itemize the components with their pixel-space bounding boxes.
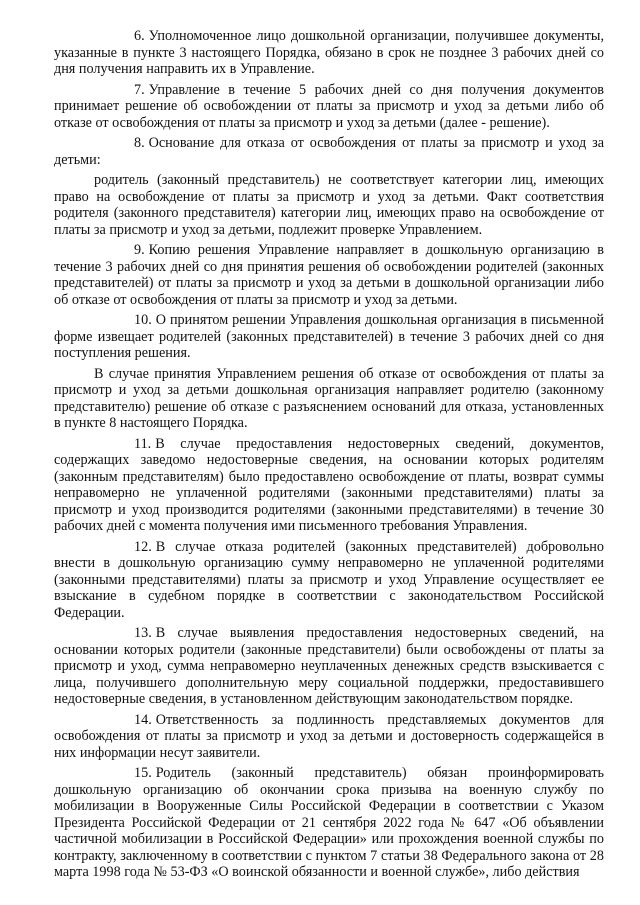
paragraph-8-continuation bbox=[54, 172, 604, 238]
paragraph-text: родитель (законный представитель) не соответствует категории лиц, имеющих право на освобождение от платы за присмотр и уход за детьми. Факт соответствия родителя (законного представителя) категории лиц, имеющих право на освобождение от платы за присмотр и уход за детьми, подлежит проверке Управлением. bbox=[54, 172, 604, 238]
paragraph-number: 13. bbox=[134, 625, 152, 641]
paragraph-text: О принятом решении Управления дошкольная организация в письменной форме извещает родителей (законных представителей) в течение 3 рабочих дней со дня поступления решения. bbox=[54, 312, 604, 361]
paragraph-10-continuation bbox=[54, 366, 604, 432]
paragraph-13 bbox=[54, 625, 604, 708]
paragraph-7 bbox=[54, 82, 604, 132]
paragraph-8 bbox=[54, 135, 604, 168]
paragraph-14 bbox=[54, 712, 604, 762]
paragraph-text: Ответственность за подлинность представляемых документов для освобождения от платы за присмотр и уход за детьми и достоверность содержащейся в них информации несут заявители. bbox=[54, 711, 604, 761]
paragraph-text: Уполномоченное лицо дошкольной организации, получившее документы, указанные в пункте 3 настоящего Порядка, обязано в срок не позднее 3 рабочих дней со дня получения направить их в Управление. bbox=[54, 28, 604, 77]
paragraph-text: В случае выявления предоставления недостоверных сведений, на основании которых родители (законные представители) были освобождены от платы за присмотр и уход, сумма неправомерно неуплаченных денежных средств взыскивается с лица, получившего дополнительную меру социальной поддержки, предоставившего недостоверные сведения, в установленном действующим законодательством порядке. bbox=[54, 625, 604, 707]
paragraph-number: 7. bbox=[134, 81, 145, 98]
paragraph-6 bbox=[54, 28, 604, 78]
paragraph-number: 14. bbox=[134, 711, 152, 728]
paragraph-number: 6. bbox=[134, 28, 145, 44]
paragraph-text: Родитель (законный представитель) обязан проинформировать дошкольную организацию об окончании срока призыва на военную службу по мобилизации в Вооруженные Силы Российской Федерации в соответствии с Указом Президента Российской Федерации от 21 сентября 2022 года № 647 «Об объявлении частичной мобилизации в Российской Федерации» или прохождения военной службы по контракту, заключенному в соответствии с пунктом 7 статьи 38 Федерального закона от 28 марта 1998 года № 53-ФЗ «О воинской обязанности и военной службе», либо действия bbox=[54, 765, 604, 880]
paragraph-9 bbox=[54, 242, 604, 308]
paragraph-number: 9. bbox=[134, 242, 145, 258]
paragraph-11 bbox=[54, 436, 604, 535]
paragraph-number: 15. bbox=[134, 765, 152, 781]
paragraph-text: Копию решения Управление направляет в дошкольную организацию в течение 3 рабочих дней со дня принятия решения об освобождении родителей (законных представителей) от платы за присмотр и уход за детьми в дошкольной организации либо об отказе от освобождения от платы за присмотр и уход за детьми. bbox=[54, 242, 604, 308]
paragraph-number: 11. bbox=[134, 435, 152, 452]
paragraph-text: В случае принятия Управлением решения об отказе от освобождения от платы за присмотр и уход за детьми дошкольная организация направляет родителю (законному представителю) решение об отказе с разъяснением оснований для отказа, установленных в пункте 8 настоящего Порядка. bbox=[54, 365, 604, 431]
paragraph-text: Управление в течение 5 рабочих дней со дня получения документов принимает решение об освобождении от платы за присмотр и уход за детьми либо об отказе от освобождения от платы за присмотр и уход за детьми (далее - решение). bbox=[54, 81, 604, 131]
paragraph-text: Основание для отказа от освобождения от платы за присмотр и уход за детьми: bbox=[54, 135, 604, 168]
paragraph-number: 8. bbox=[134, 135, 145, 151]
paragraph-text: В случае предоставления недостоверных сведений, документов, содержащих заведомо недостоверные сведения, на основании которых родителям (законным представителям) было предоставлено освобождение от платы, возврат суммы неправомерно не уплаченной родителями (законными представителями) платы за присмотр и уход производится родителями (законными представителями) в течение 30 рабочих дней с момента получения ими письменного требования Управления. bbox=[54, 435, 604, 534]
paragraph-12 bbox=[54, 539, 604, 622]
paragraph-number: 12. bbox=[134, 538, 152, 555]
paragraph-number: 10. bbox=[134, 312, 152, 328]
paragraph-15 bbox=[54, 765, 604, 881]
paragraph-text: В случае отказа родителей (законных представителей) добровольно внести в дошкольную организацию сумму неправомерно не уплаченной родителями (законными представителями) платы за присмотр и уход Управление осуществляет ее взыскание в судебном порядке в соответствии с законодательством Российской Федерации. bbox=[54, 538, 604, 621]
paragraph-10 bbox=[54, 312, 604, 362]
